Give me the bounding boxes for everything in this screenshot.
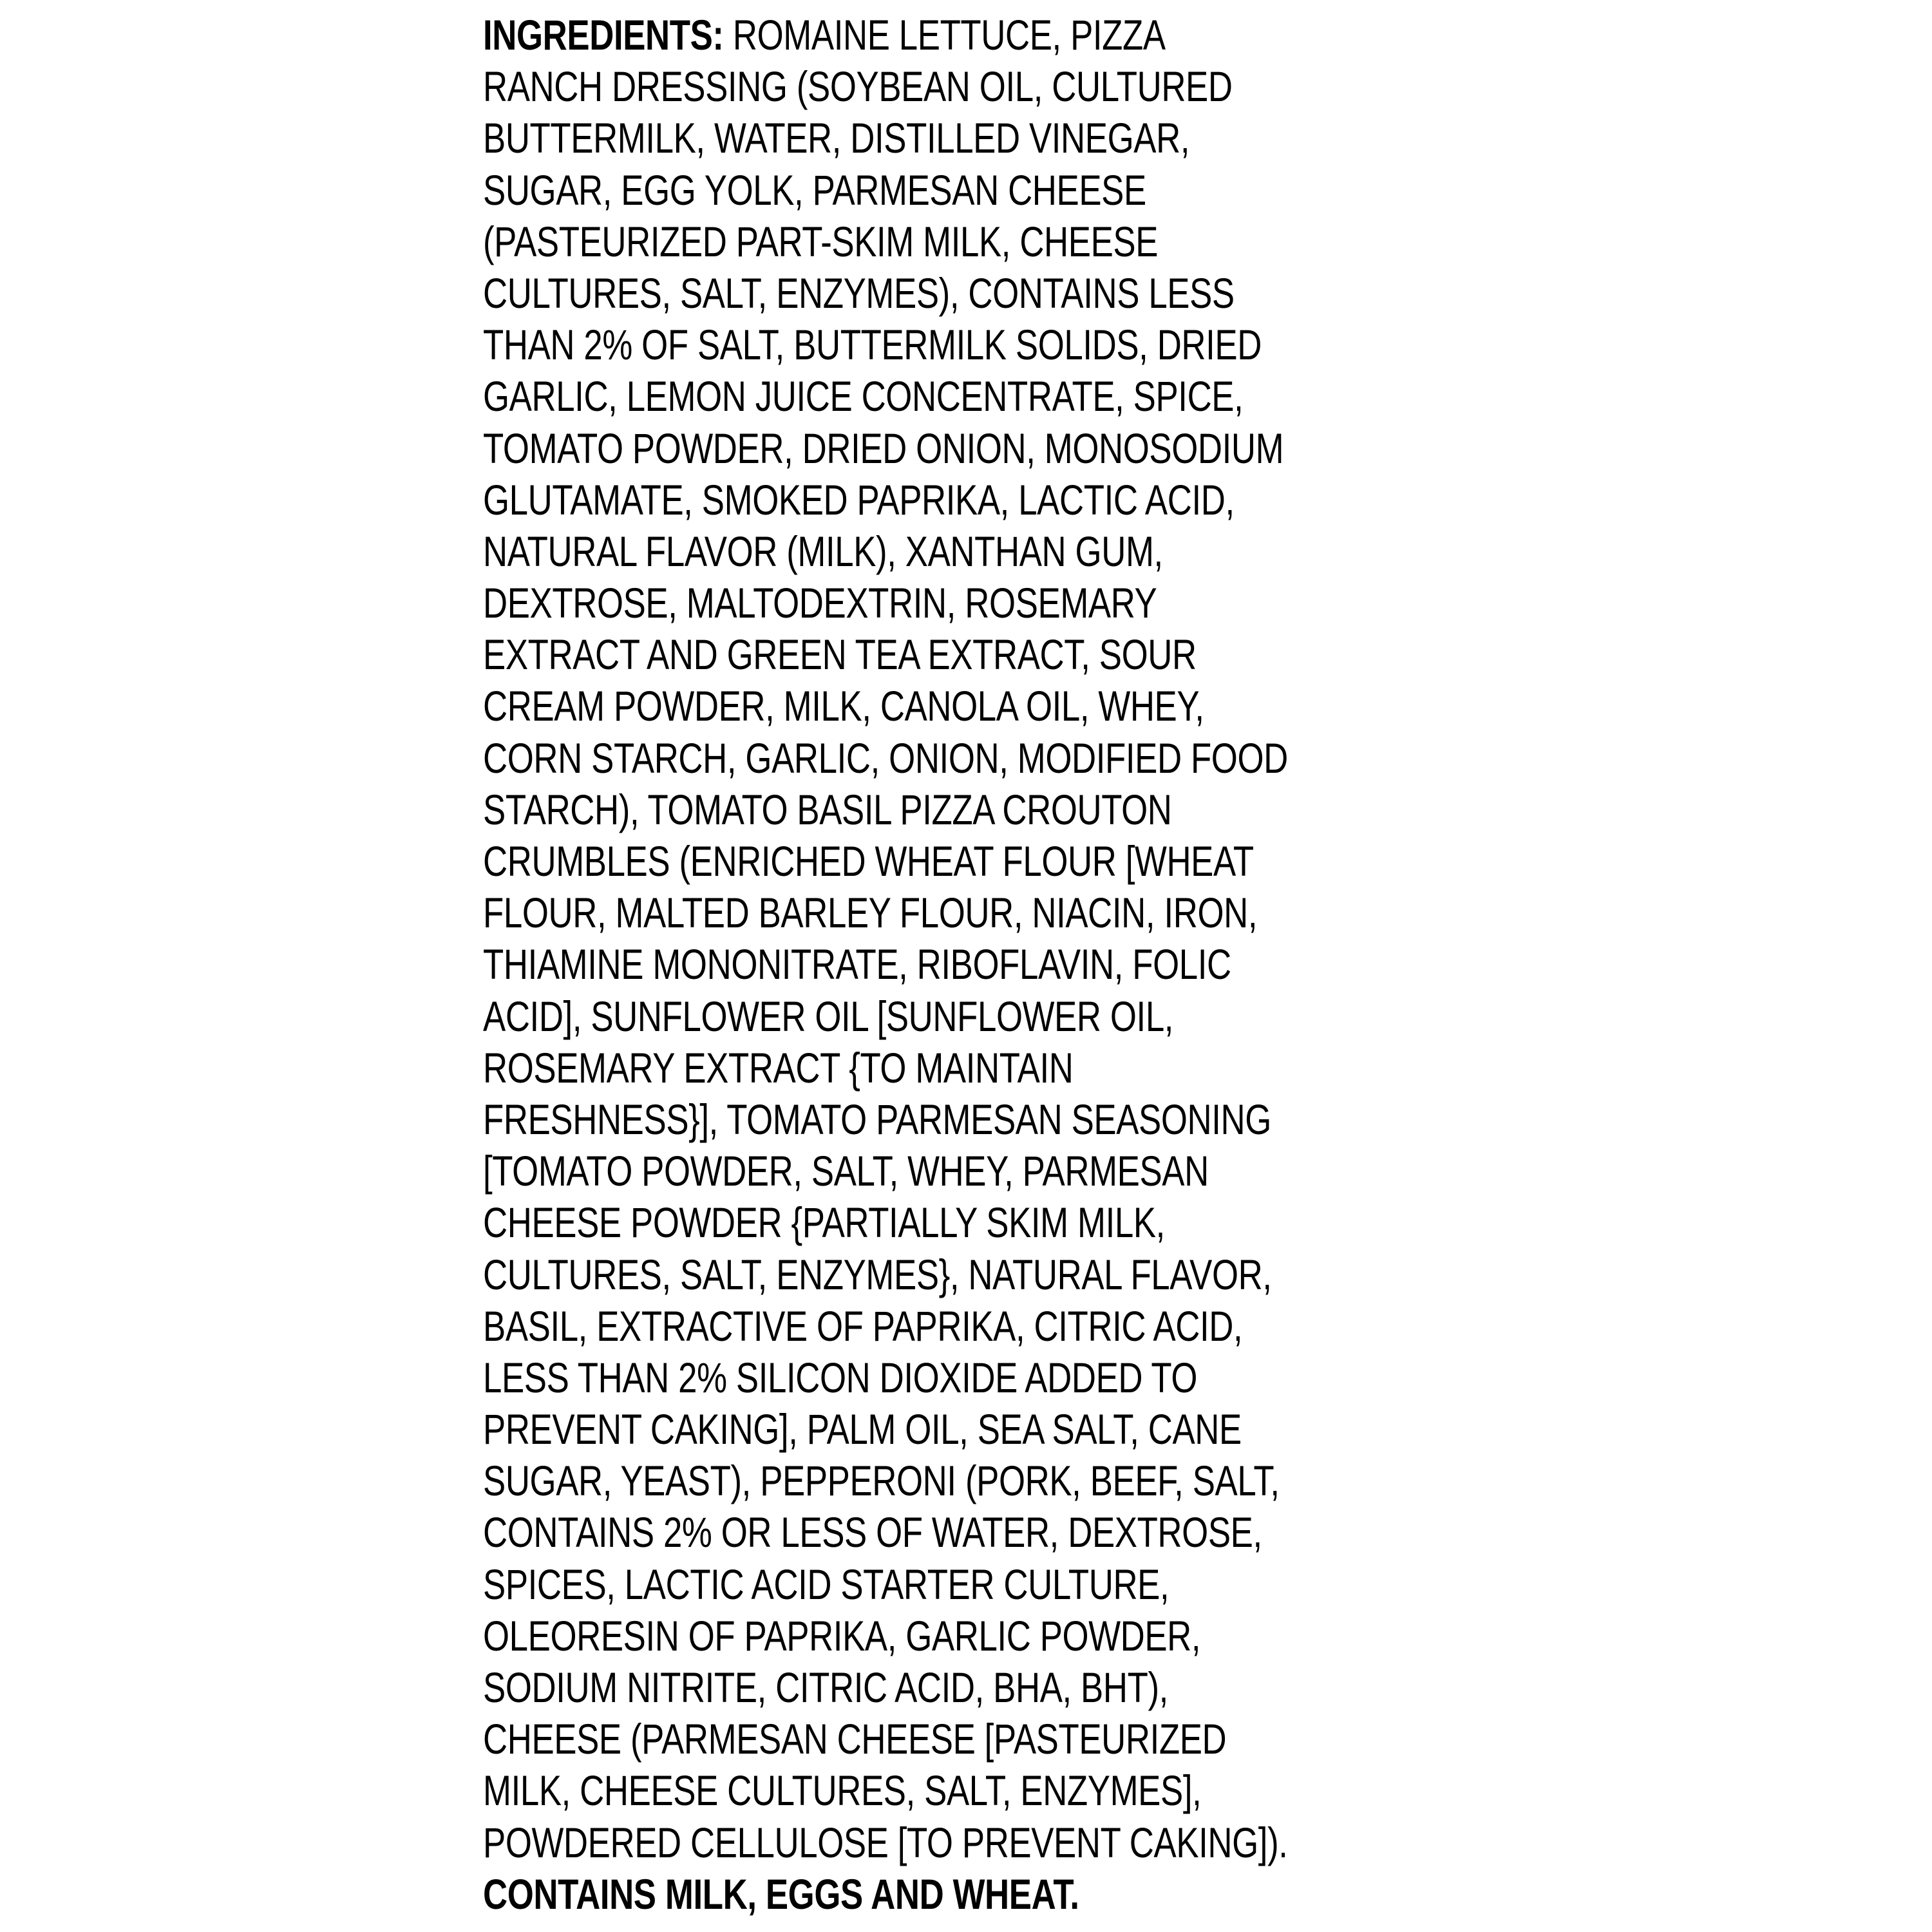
ingredients-line: LESS THAN 2% SILICON DIOXIDE ADDED TO — [483, 1353, 1198, 1401]
ingredients-line: CREAM POWDER, MILK, CANOLA OIL, WHEY, — [483, 682, 1204, 730]
ingredients-line: BUTTERMILK, WATER, DISTILLED VINEGAR, — [483, 114, 1190, 162]
ingredients-line: CORN STARCH, GARLIC, ONION, MODIFIED FOOD — [483, 734, 1288, 782]
ingredients-line: POWDERED CELLULOSE [TO PREVENT CAKING]). — [483, 1818, 1288, 1866]
ingredients-line: (PASTEURIZED PART-SKIM MILK, CHEESE — [483, 217, 1159, 265]
ingredients-line: EXTRACT AND GREEN TEA EXTRACT, SOUR — [483, 630, 1197, 679]
ingredients-line: CULTURES, SALT, ENZYMES}, NATURAL FLAVOR, — [483, 1250, 1272, 1298]
ingredients-line: STARCH), TOMATO BASIL PIZZA CROUTON — [483, 785, 1172, 833]
allergen-statement: CONTAINS MILK, EGGS AND WHEAT. — [483, 1870, 1079, 1918]
ingredients-line: FRESHNESS}], TOMATO PARMESAN SEASONING — [483, 1095, 1271, 1143]
ingredients-first-line-text: ROMAINE LETTUCE, PIZZA — [723, 11, 1166, 59]
ingredients-line: CRUMBLES (ENRICHED WHEAT FLOUR [WHEAT — [483, 837, 1254, 885]
ingredients-line: CULTURES, SALT, ENZYMES), CONTAINS LESS — [483, 269, 1235, 317]
ingredients-line: TOMATO POWDER, DRIED ONION, MONOSODIUM — [483, 424, 1284, 472]
ingredients-line: THIAMINE MONONITRATE, RIBOFLAVIN, FOLIC — [483, 940, 1231, 989]
ingredients-line: CHEESE (PARMESAN CHEESE [PASTEURIZED — [483, 1715, 1227, 1763]
ingredients-line: FLOUR, MALTED BARLEY FLOUR, NIACIN, IRON, — [483, 889, 1258, 937]
ingredients-line: BASIL, EXTRACTIVE OF PAPRIKA, CITRIC ACID, — [483, 1302, 1243, 1350]
ingredients-line: SPICES, LACTIC ACID STARTER CULTURE, — [483, 1560, 1170, 1608]
ingredients-line: SUGAR, YEAST), PEPPERONI (PORK, BEEF, SALT, — [483, 1457, 1280, 1505]
ingredients-line: CONTAINS 2% OR LESS OF WATER, DEXTROSE, — [483, 1508, 1262, 1557]
ingredients-line: RANCH DRESSING (SOYBEAN OIL, CULTURED — [483, 62, 1233, 111]
ingredients-line: ACID], SUNFLOWER OIL [SUNFLOWER OIL, — [483, 992, 1174, 1040]
ingredients-line: THAN 2% OF SALT, BUTTERMILK SOLIDS, DRIED — [483, 321, 1262, 369]
ingredients-first-line — [483, 9, 1287, 61]
ingredients-line: CHEESE POWDER {PARTIALLY SKIM MILK, — [483, 1198, 1165, 1247]
ingredients-line: MILK, CHEESE CULTURES, SALT, ENZYMES], — [483, 1766, 1202, 1815]
ingredients-line: ROSEMARY EXTRACT {TO MAINTAIN — [483, 1043, 1074, 1092]
ingredients-line: NATURAL FLAVOR (MILK), XANTHAN GUM, — [483, 527, 1163, 575]
ingredients-line: GLUTAMATE, SMOKED PAPRIKA, LACTIC ACID, — [483, 475, 1235, 524]
ingredients-line: SODIUM NITRITE, CITRIC ACID, BHA, BHT), — [483, 1663, 1168, 1711]
ingredients-line: [TOMATO POWDER, SALT, WHEY, PARMESAN — [483, 1147, 1209, 1195]
ingredients-line: DEXTROSE, MALTODEXTRIN, ROSEMARY — [483, 579, 1157, 627]
ingredients-line: GARLIC, LEMON JUICE CONCENTRATE, SPICE, — [483, 372, 1244, 421]
ingredients-panel — [483, 9, 1488, 1920]
ingredients-line: OLEORESIN OF PAPRIKA, GARLIC POWDER, — [483, 1611, 1201, 1660]
ingredients-heading: INGREDIENTS: — [483, 11, 724, 59]
ingredients-line: PREVENT CAKING], PALM OIL, SEA SALT, CANE — [483, 1405, 1242, 1454]
ingredients-line: SUGAR, EGG YOLK, PARMESAN CHEESE — [483, 166, 1146, 214]
